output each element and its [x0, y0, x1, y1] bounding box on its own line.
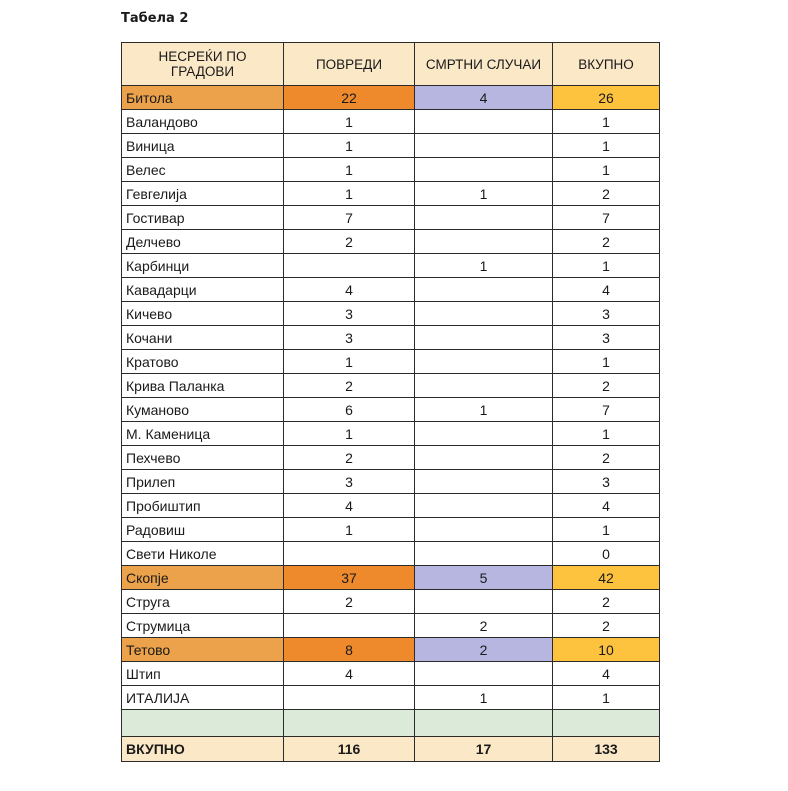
- table-row: [122, 542, 660, 566]
- totals-row: [122, 737, 660, 762]
- table-row: [122, 86, 660, 110]
- city-cell: Крива Паланка: [122, 374, 284, 398]
- injuries-cell: 3: [284, 470, 415, 494]
- injuries-cell: 2: [284, 590, 415, 614]
- injuries-cell: 3: [284, 326, 415, 350]
- total-cell: 2: [553, 182, 660, 206]
- table-row: [122, 206, 660, 230]
- total-cell: 2: [553, 614, 660, 638]
- city-cell: ИТАЛИЈА: [122, 686, 284, 710]
- table-caption: Табела 2: [121, 11, 189, 26]
- injuries-cell: [284, 254, 415, 278]
- city-cell: Радовиш: [122, 518, 284, 542]
- table-row: [122, 422, 660, 446]
- table-row: [122, 158, 660, 182]
- city-cell: Виница: [122, 134, 284, 158]
- total-cell: 1: [553, 158, 660, 182]
- injuries-cell: 2: [284, 374, 415, 398]
- spacer-cell: [415, 710, 553, 737]
- total-cell: 1: [553, 686, 660, 710]
- city-cell: Гостивар: [122, 206, 284, 230]
- deaths-cell: [415, 326, 553, 350]
- table-row: [122, 182, 660, 206]
- total-cell: 3: [553, 470, 660, 494]
- city-cell: Штип: [122, 662, 284, 686]
- table-row: [122, 494, 660, 518]
- table-row: [122, 230, 660, 254]
- city-cell: Валандово: [122, 110, 284, 134]
- deaths-cell: 5: [415, 566, 553, 590]
- deaths-cell: [415, 374, 553, 398]
- injuries-cell: 1: [284, 182, 415, 206]
- total-cell: 2: [553, 374, 660, 398]
- deaths-cell: [415, 446, 553, 470]
- city-cell: М. Каменица: [122, 422, 284, 446]
- deaths-cell: [415, 350, 553, 374]
- table-row: [122, 398, 660, 422]
- total-cell: 42: [553, 566, 660, 590]
- total-cell: 4: [553, 494, 660, 518]
- deaths-cell: [415, 278, 553, 302]
- table-row: [122, 254, 660, 278]
- injuries-cell: 4: [284, 494, 415, 518]
- totals-injuries: 116: [284, 737, 415, 762]
- injuries-cell: 1: [284, 350, 415, 374]
- injuries-cell: 4: [284, 278, 415, 302]
- deaths-cell: [415, 494, 553, 518]
- city-cell: Карбинци: [122, 254, 284, 278]
- table-row: [122, 638, 660, 662]
- city-cell: Кичево: [122, 302, 284, 326]
- city-cell: Велес: [122, 158, 284, 182]
- injuries-cell: 1: [284, 110, 415, 134]
- table-row: [122, 590, 660, 614]
- deaths-cell: 1: [415, 182, 553, 206]
- city-cell: Кавадарци: [122, 278, 284, 302]
- city-cell: Скопје: [122, 566, 284, 590]
- table-body: [122, 86, 660, 762]
- total-cell: 1: [553, 254, 660, 278]
- city-cell: Кочани: [122, 326, 284, 350]
- deaths-cell: [415, 206, 553, 230]
- injuries-cell: 1: [284, 422, 415, 446]
- table-row: [122, 470, 660, 494]
- city-cell: Свети Николе: [122, 542, 284, 566]
- deaths-cell: [415, 470, 553, 494]
- total-cell: 4: [553, 662, 660, 686]
- city-cell: Струга: [122, 590, 284, 614]
- injuries-cell: 4: [284, 662, 415, 686]
- city-cell: Струмица: [122, 614, 284, 638]
- total-cell: 10: [553, 638, 660, 662]
- spacer-cell: [284, 710, 415, 737]
- injuries-cell: 7: [284, 206, 415, 230]
- injuries-cell: [284, 614, 415, 638]
- deaths-cell: 1: [415, 398, 553, 422]
- table-row: [122, 614, 660, 638]
- city-cell: Пехчево: [122, 446, 284, 470]
- total-cell: 1: [553, 422, 660, 446]
- city-cell: Тетово: [122, 638, 284, 662]
- header-deaths: СМРТНИ СЛУЧАИ: [415, 43, 553, 86]
- total-cell: 1: [553, 134, 660, 158]
- header-injuries: ПОВРЕДИ: [284, 43, 415, 86]
- city-cell: Битола: [122, 86, 284, 110]
- total-cell: 3: [553, 302, 660, 326]
- deaths-cell: 1: [415, 254, 553, 278]
- totals-label: ВКУПНО: [122, 737, 284, 762]
- totals-total: 133: [553, 737, 660, 762]
- deaths-cell: [415, 590, 553, 614]
- injuries-cell: 37: [284, 566, 415, 590]
- header-city: НЕСРЕЌИ ПО ГРАДОВИ: [122, 43, 284, 86]
- table-row: [122, 326, 660, 350]
- total-cell: 0: [553, 542, 660, 566]
- deaths-cell: [415, 302, 553, 326]
- deaths-cell: 2: [415, 638, 553, 662]
- injuries-cell: 3: [284, 302, 415, 326]
- injuries-cell: 2: [284, 230, 415, 254]
- total-cell: 1: [553, 518, 660, 542]
- city-cell: Куманово: [122, 398, 284, 422]
- total-cell: 7: [553, 398, 660, 422]
- totals-deaths: 17: [415, 737, 553, 762]
- accidents-by-city-table: [121, 42, 660, 762]
- city-cell: Делчево: [122, 230, 284, 254]
- injuries-cell: 22: [284, 86, 415, 110]
- spacer-cell: [122, 710, 284, 737]
- deaths-cell: 4: [415, 86, 553, 110]
- deaths-cell: 1: [415, 686, 553, 710]
- city-cell: Гевгелија: [122, 182, 284, 206]
- city-cell: Пробиштип: [122, 494, 284, 518]
- city-cell: Прилеп: [122, 470, 284, 494]
- deaths-cell: [415, 230, 553, 254]
- table-row: [122, 278, 660, 302]
- table-row: [122, 134, 660, 158]
- deaths-cell: [415, 158, 553, 182]
- header-total: ВКУПНО: [553, 43, 660, 86]
- deaths-cell: [415, 662, 553, 686]
- table-row: [122, 110, 660, 134]
- injuries-cell: 1: [284, 134, 415, 158]
- injuries-cell: 6: [284, 398, 415, 422]
- table-row: [122, 446, 660, 470]
- table-row: [122, 566, 660, 590]
- total-cell: 1: [553, 110, 660, 134]
- total-cell: 4: [553, 278, 660, 302]
- injuries-cell: 2: [284, 446, 415, 470]
- total-cell: 2: [553, 590, 660, 614]
- deaths-cell: [415, 542, 553, 566]
- injuries-cell: 8: [284, 638, 415, 662]
- total-cell: 2: [553, 446, 660, 470]
- deaths-cell: [415, 518, 553, 542]
- deaths-cell: [415, 422, 553, 446]
- total-cell: 26: [553, 86, 660, 110]
- injuries-cell: [284, 542, 415, 566]
- injuries-cell: 1: [284, 518, 415, 542]
- total-cell: 3: [553, 326, 660, 350]
- city-cell: Кратово: [122, 350, 284, 374]
- total-cell: 1: [553, 350, 660, 374]
- table-row: [122, 350, 660, 374]
- total-cell: 2: [553, 230, 660, 254]
- spacer-row: [122, 710, 660, 737]
- total-cell: 7: [553, 206, 660, 230]
- deaths-cell: [415, 110, 553, 134]
- table-row: [122, 302, 660, 326]
- table-header-row: [122, 43, 660, 86]
- injuries-cell: [284, 686, 415, 710]
- table-row: [122, 518, 660, 542]
- table-row: [122, 374, 660, 398]
- deaths-cell: [415, 134, 553, 158]
- injuries-cell: 1: [284, 158, 415, 182]
- table-row: [122, 686, 660, 710]
- spacer-cell: [553, 710, 660, 737]
- table-row: [122, 662, 660, 686]
- deaths-cell: 2: [415, 614, 553, 638]
